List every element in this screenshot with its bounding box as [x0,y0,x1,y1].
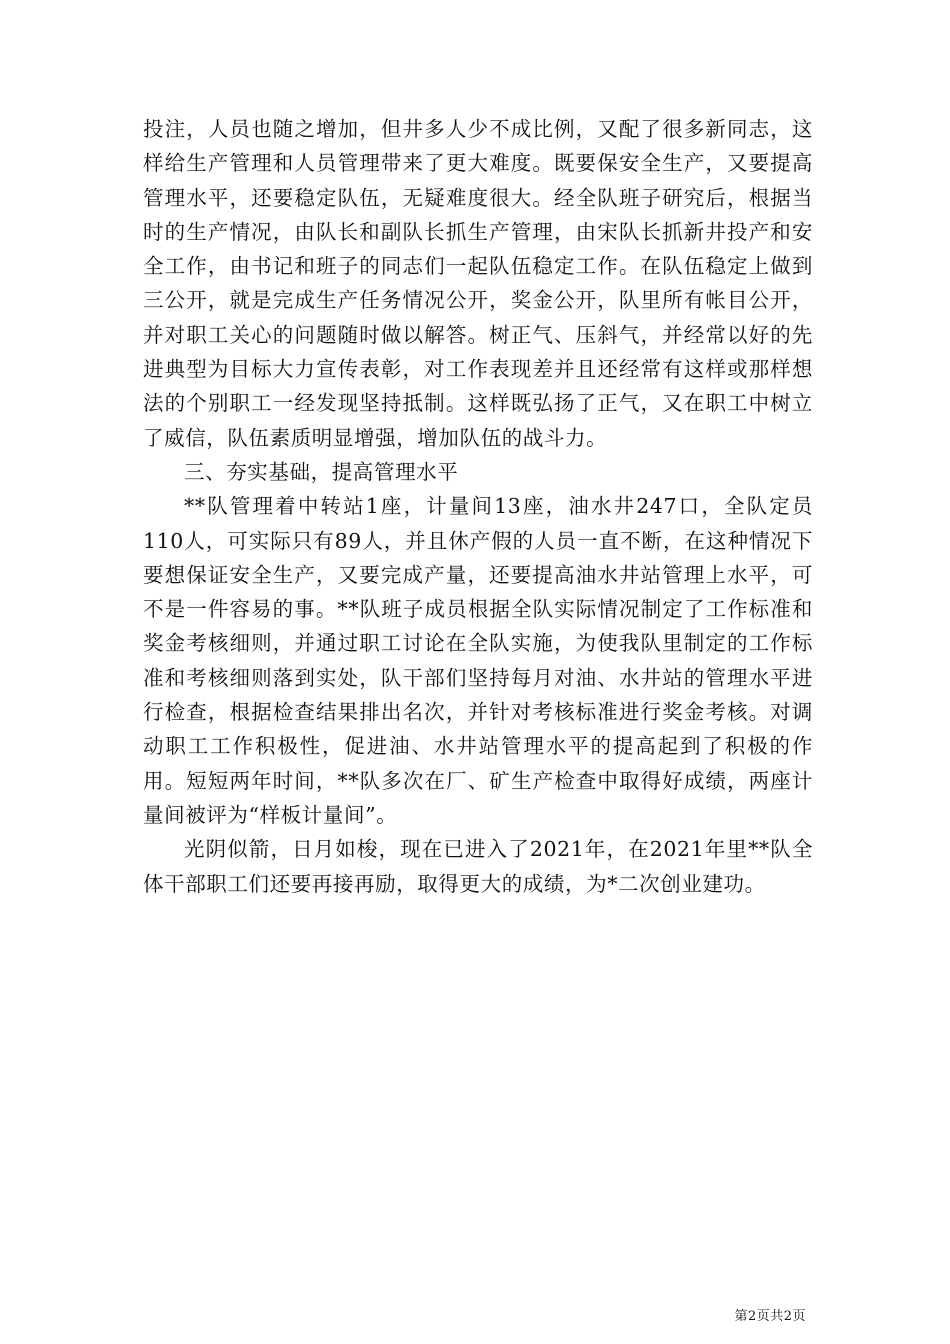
page-number-footer: 第2页共2页 [734,1309,806,1324]
paragraph-team-stability: 投注，人员也随之增加，但井多人少不成比例，又配了很多新同志，这样给生产管理和人员管理带来了更大难度。既要保安全生产，又要提高管理水平，还要稳定队伍，无疑难度很大。经全队班子研究后，根据当时的生产情况，由队长和副队长抓生产管理，由宋队长抓新井投产和安全工作，由书记和班子的同志们一起队伍稳定工作。在队伍稳定上做到三公开，就是完成生产任务情况公开，奖金公开，队里所有帐目公开，并对职工关心的问题随时做以解答。树正气、压斜气，并经常以好的先进典型为目标大力宣传表彰，对工作表现差并且还经常有这样或那样想法的个别职工一经发现坚持抵制。这样既弘扬了正气，又在职工中树立了威信，队伍素质明显增强，增加队伍的战斗力。 [143,117,813,450]
paragraph-management-level: **队管理着中转站1座，计量间13座，油水井247口，全队定员110人，可实际只有89人，并且休产假的人员一直不断，在这种情况下要想保证安全生产，又要完成产量，还要提高油水井站管理上水平，可不是一件容易的事。**队班子成员根据全队实际情况制定了工作标准和奖金考核细则，并通过职工讨论在全队实施，为使我队里制定的工作标准和考核细则落到实处，队干部们坚持每月对油、水井站的管理水平进行检查，根据检查结果排出名次，并针对考核标准进行奖金考核。对调动职工工作积极性，促进油、水井站管理水平的提高起到了积极的作用。短短两年时间，**队多次在厂、矿生产检查中取得好成绩，两座计量间被评为“样板计量间”。 [143,494,813,827]
document-body [143,112,813,901]
paragraph-closing: 光阴似箭，日月如梭，现在已进入了2021年，在2021年里**队全体干部职工们还要再接再励，取得更大的成绩，为*二次创业建功。 [143,837,813,896]
section-heading-3: 三、夯实基础，提高管理水平 [184,459,459,484]
